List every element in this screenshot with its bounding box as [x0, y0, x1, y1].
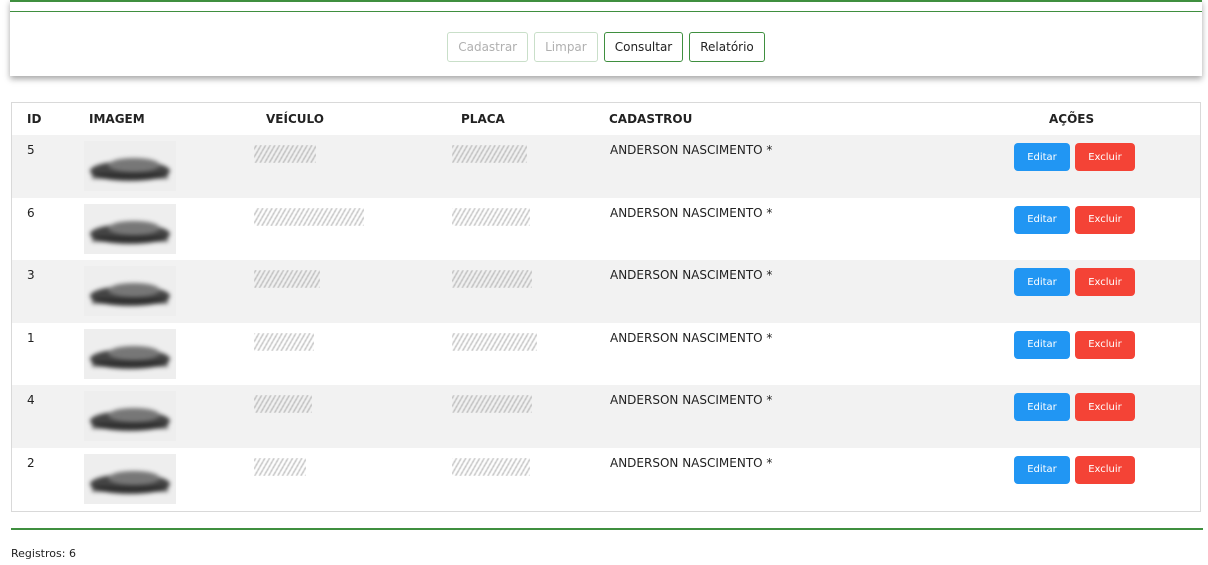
- vehicle-image: [84, 266, 176, 316]
- table-row: [12, 323, 1200, 386]
- table-row: [12, 198, 1200, 261]
- delete-button[interactable]: Excluir: [1075, 456, 1135, 484]
- vehicle-name-redacted: [254, 333, 314, 351]
- footer-divider: [11, 528, 1203, 530]
- records-count: Registros: 6: [11, 547, 76, 560]
- row-cadastrou: ANDERSON NASCIMENTO *: [610, 205, 773, 220]
- edit-button[interactable]: Editar: [1014, 331, 1070, 359]
- row-id: 4: [27, 393, 35, 407]
- header-imagem: IMAGEM: [89, 112, 145, 126]
- cadastrar-button[interactable]: Cadastrar: [447, 32, 528, 62]
- row-id: 1: [27, 330, 35, 345]
- row-actions: [1014, 268, 1135, 296]
- delete-button[interactable]: Excluir: [1075, 143, 1135, 171]
- table-row: [12, 260, 1200, 323]
- delete-button[interactable]: Excluir: [1075, 393, 1135, 421]
- row-id: 6: [27, 205, 35, 220]
- header-placa: PLACA: [461, 112, 505, 126]
- row-actions: [1014, 331, 1135, 359]
- vehicle-name-redacted: [254, 395, 312, 413]
- delete-button[interactable]: Excluir: [1075, 331, 1135, 359]
- row-id: 3: [27, 268, 35, 282]
- vehicles-table: [11, 102, 1201, 512]
- vehicle-name-redacted: [254, 458, 306, 476]
- vehicle-image: [84, 454, 176, 504]
- plate-redacted: [452, 270, 532, 288]
- edit-button[interactable]: Editar: [1014, 393, 1070, 421]
- row-actions: [1014, 393, 1135, 421]
- edit-button[interactable]: Editar: [1014, 143, 1070, 171]
- plate-redacted: [452, 395, 532, 413]
- row-cadastrou: ANDERSON NASCIMENTO *: [610, 268, 773, 282]
- row-actions: [1014, 456, 1135, 484]
- row-cadastrou: ANDERSON NASCIMENTO *: [610, 330, 773, 345]
- header-cadastrou: CADASTROU: [609, 112, 693, 126]
- edit-button[interactable]: Editar: [1014, 206, 1070, 234]
- plate-redacted: [452, 458, 530, 476]
- row-actions: [1014, 143, 1135, 171]
- table-row: [12, 385, 1200, 448]
- plate-redacted: [452, 208, 530, 226]
- edit-button[interactable]: Editar: [1014, 268, 1070, 296]
- relatorio-button[interactable]: Relatório: [689, 32, 765, 62]
- consultar-button[interactable]: Consultar: [604, 32, 684, 62]
- row-cadastrou: ANDERSON NASCIMENTO *: [610, 143, 773, 157]
- header-veiculo: VEÍCULO: [266, 112, 324, 126]
- vehicle-name-redacted: [254, 208, 364, 226]
- plate-redacted: [452, 145, 527, 163]
- header-id: ID: [27, 112, 42, 126]
- vehicle-name-redacted: [254, 270, 320, 288]
- form-panel: [10, 0, 1202, 76]
- plate-redacted: [452, 333, 537, 351]
- table-row: [12, 135, 1200, 198]
- vehicle-image: [84, 329, 176, 379]
- table-row: [12, 448, 1200, 511]
- delete-button[interactable]: Excluir: [1075, 206, 1135, 234]
- vehicle-image: [84, 391, 176, 441]
- table-header: [12, 103, 1200, 135]
- row-id: 5: [27, 143, 35, 157]
- header-acoes: AÇÕES: [1049, 112, 1095, 126]
- delete-button[interactable]: Excluir: [1075, 268, 1135, 296]
- row-actions: [1014, 206, 1135, 234]
- row-cadastrou: ANDERSON NASCIMENTO *: [610, 455, 773, 470]
- vehicle-image: [84, 141, 176, 191]
- toolbar: [10, 32, 1202, 62]
- row-cadastrou: ANDERSON NASCIMENTO *: [610, 393, 773, 407]
- table-body: [12, 135, 1200, 510]
- panel-top-line: [10, 11, 1202, 12]
- vehicle-name-redacted: [254, 145, 316, 163]
- vehicle-image: [84, 204, 176, 254]
- limpar-button[interactable]: Limpar: [534, 32, 598, 62]
- edit-button[interactable]: Editar: [1014, 456, 1070, 484]
- row-id: 2: [27, 455, 35, 470]
